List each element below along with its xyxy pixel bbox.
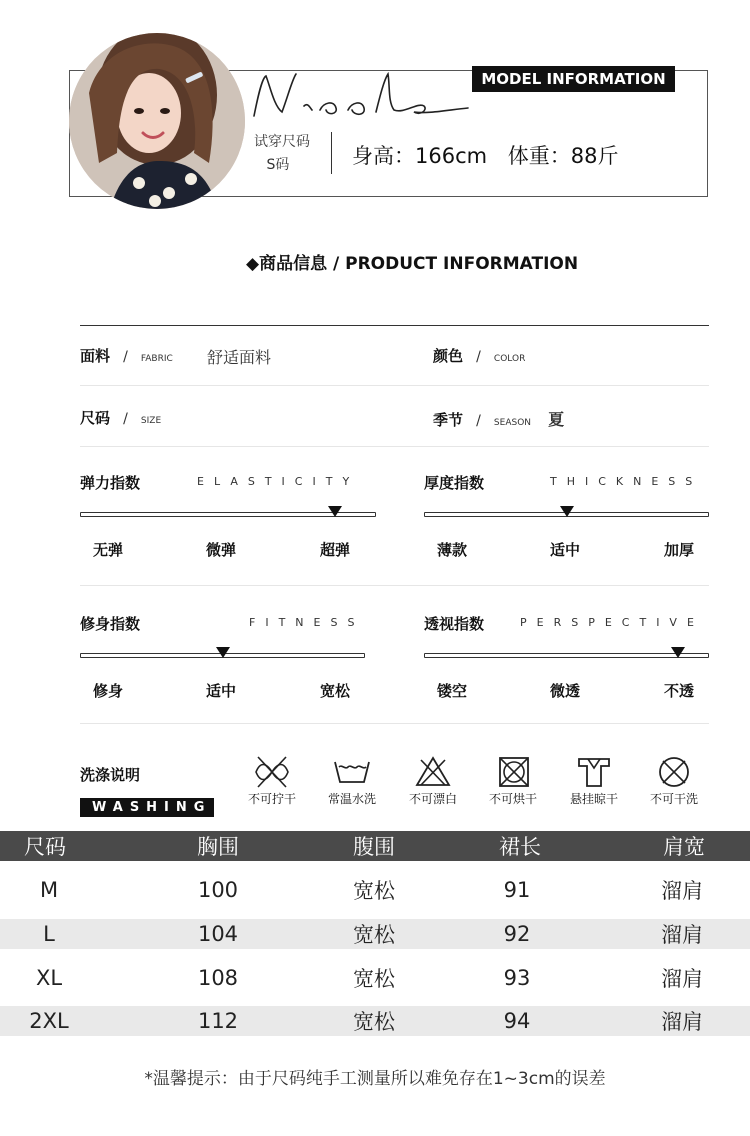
wash-item — [312, 754, 392, 807]
table-cell: 2XL — [29, 1009, 69, 1033]
table-cell: 溜肩 — [661, 967, 703, 991]
field-en: COLOR — [493, 354, 526, 364]
field-en: SIZE — [140, 416, 162, 426]
scale-label: 加厚 — [664, 541, 695, 559]
table-cell: 104 — [197, 922, 239, 946]
table-cell: L — [43, 922, 55, 946]
scale-label: 适中 — [206, 682, 237, 700]
scale-title: 厚度指数 — [424, 474, 485, 492]
wash-item — [473, 754, 553, 807]
scale-label: 微透 — [550, 682, 581, 700]
divider — [80, 446, 709, 447]
wash-item — [393, 754, 473, 807]
table-cell: 100 — [197, 878, 239, 902]
divider — [331, 132, 332, 174]
scale-pointer — [216, 647, 230, 658]
scale-en: ELASTICITY — [197, 475, 360, 488]
model-information-tag: MODEL INFORMATION — [472, 66, 675, 92]
no-wring-icon — [252, 754, 292, 790]
wash-label: 不可烘干 — [488, 792, 537, 806]
scale-title: 弹力指数 — [80, 474, 141, 492]
hang-dry-icon — [574, 754, 614, 790]
scale-en: PERSPECTIVE — [520, 616, 704, 629]
field-label: 面料 — [80, 347, 111, 365]
table-cell: 112 — [197, 1009, 239, 1033]
scale-en: FITNESS — [249, 616, 365, 629]
column-header: 肩宽 — [663, 835, 705, 859]
table-row — [0, 875, 750, 905]
scale-label: 适中 — [550, 541, 581, 559]
scale-label: 镂空 — [437, 682, 468, 700]
wash-label: 常温水洗 — [327, 792, 376, 806]
scale-label: 无弹 — [93, 541, 124, 559]
table-header — [0, 831, 750, 861]
divider — [80, 325, 709, 326]
model-weight: 体重：88斤 — [507, 144, 619, 168]
table-cell: XL — [35, 966, 63, 990]
table-cell: 溜肩 — [661, 923, 703, 947]
scale-label: 微弹 — [206, 541, 237, 559]
washing-title: 洗涤说明 — [80, 766, 141, 784]
scale-track — [424, 653, 709, 658]
scale-title: 修身指数 — [80, 615, 141, 633]
field-value: 夏 — [548, 410, 565, 429]
scale-pointer — [560, 506, 574, 517]
washing-bar: WASHING — [80, 798, 214, 817]
field-label: 季节 — [433, 411, 464, 429]
model-height: 身高：166cm — [352, 144, 488, 168]
model-stats — [352, 140, 633, 170]
table-cell: 108 — [197, 966, 239, 990]
scale-pointer — [671, 647, 685, 658]
wash-label: 不可漂白 — [408, 792, 457, 806]
field-season: 季节 / SEASON 夏 — [433, 410, 565, 429]
table-cell: 宽松 — [353, 1010, 395, 1034]
table-cell: 91 — [503, 878, 531, 902]
table-cell: 宽松 — [353, 923, 395, 947]
scale-label: 不透 — [664, 682, 695, 700]
no-tumble-dry-icon — [493, 754, 533, 790]
column-header: 尺码 — [24, 835, 66, 859]
field-en: FABRIC — [140, 354, 173, 364]
column-header: 胸围 — [197, 835, 239, 859]
table-cell: 92 — [503, 922, 531, 946]
no-bleach-icon — [413, 754, 453, 790]
table-cell: 宽松 — [353, 967, 395, 991]
no-dry-clean-icon — [654, 754, 694, 790]
column-header: 裙长 — [499, 835, 541, 859]
field-label: 尺码 — [80, 409, 111, 427]
table-cell: 宽松 — [353, 879, 395, 903]
scale-pointer — [328, 506, 342, 517]
table-row — [0, 1006, 750, 1036]
field-fabric: 面料 / FABRIC — [80, 347, 173, 365]
table-cell: 溜肩 — [661, 879, 703, 903]
table-row — [0, 963, 750, 993]
scale-label: 薄款 — [437, 541, 468, 559]
wash-label: 不可拧干 — [247, 792, 296, 806]
wash-item — [232, 754, 312, 807]
wash-label: 不可干洗 — [649, 792, 698, 806]
signature — [248, 66, 488, 126]
table-cell: M — [39, 878, 59, 902]
footnote: *温馨提示：由于尺码纯手工测量所以难免存在1~3cm的误差 — [144, 1069, 606, 1089]
field-value: 舒适面料 — [207, 348, 272, 367]
scale-label: 宽松 — [320, 682, 351, 700]
scale-en: THICKNESS — [550, 475, 703, 488]
normal-wash-icon — [332, 754, 372, 790]
avatar — [69, 33, 245, 209]
divider — [80, 385, 709, 386]
try-on-size-value: S码 — [266, 157, 290, 173]
try-on-size-label: 试穿尺码 — [254, 134, 310, 150]
wash-item — [634, 754, 714, 807]
wash-item — [554, 754, 634, 807]
table-cell: 93 — [503, 966, 531, 990]
field-label: 颜色 — [433, 347, 464, 365]
divider — [80, 723, 709, 724]
field-en: SEASON — [493, 418, 532, 428]
column-header: 腹围 — [353, 835, 395, 859]
divider — [80, 585, 709, 586]
scale-label: 修身 — [93, 682, 124, 700]
wash-label: 悬挂晾干 — [569, 792, 618, 806]
field-size: 尺码 / SIZE — [80, 409, 162, 427]
table-cell: 94 — [503, 1009, 531, 1033]
field-color: 颜色 / COLOR — [433, 347, 526, 365]
scale-label: 超弹 — [320, 541, 351, 559]
product-info-title: ◆商品信息 / PRODUCT INFORMATION — [246, 254, 579, 274]
scale-title: 透视指数 — [424, 615, 485, 633]
table-cell: 溜肩 — [661, 1010, 703, 1034]
table-row — [0, 919, 750, 949]
